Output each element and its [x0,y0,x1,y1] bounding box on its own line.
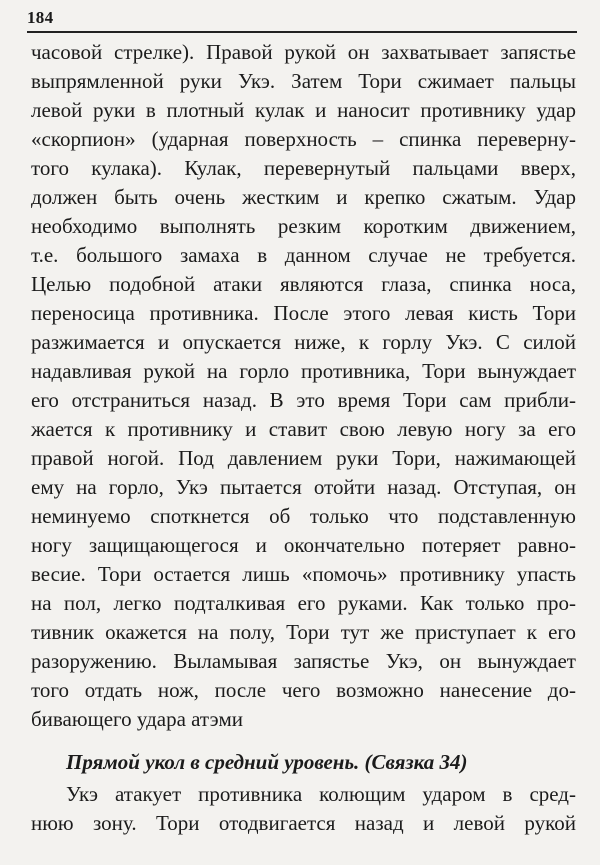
body-line: надавливая рукой на горло противника, Тори вынуждает [31,359,576,383]
body-line: бивающего удара атэми [31,707,243,731]
body-line: ногу защищающегося и окончательно потеряет равно- [31,533,576,557]
body-line: «скорпион» (ударная поверхность – спинка переверну- [31,127,576,151]
body-line: должен быть очень жестким и крепко сжатым. Удар [31,185,576,209]
body-line: нюю зону. Тори отодвигается назад и левой рукой [31,811,576,835]
body-line: выпрямленной руки Укэ. Затем Тори сжимает пальцы [31,69,576,93]
body-line: необходимо выполнять резким коротким движением, [31,214,576,238]
body-line: правой ногой. Под давлением руки Тори, нажимающей [31,446,576,470]
body-line: того отдать нож, после чего возможно нанесение до- [31,678,576,702]
body-line: жается к противнику и ставит свою левую ногу за его [31,417,576,441]
body-line: тивник окажется на полу, Тори тут же приступает к его [31,620,576,644]
body-line: ему на горло, Укэ пытается отойти назад. Отступая, он [31,475,576,499]
body-line: на пол, легко подталкивая его руками. Как только про- [31,591,576,615]
body-line: того кулака). Кулак, перевернутый пальцами вверх, [31,156,576,180]
header-rule [27,31,577,33]
body-line: его отстраниться назад. В это время Тори сам прибли- [31,388,576,412]
page-number: 184 [27,8,54,27]
section-heading: Прямой укол в средний уровень. (Связка 34) [66,750,468,774]
body-line: часовой стрелке). Правой рукой он захватывает запястье [31,40,576,64]
body-line: Целью подобной атаки являются глаза, спинка носа, [31,272,576,296]
body-line: Укэ атакует противника колющим ударом в сред- [66,782,576,806]
body-line: переносица противника. После этого левая кисть Тори [31,301,576,325]
body-line: разжимается и опускается ниже, к горлу Укэ. С силой [31,330,576,354]
body-line: т.е. большого замаха в данном случае не требуется. [31,243,576,267]
body-line: неминуемо споткнется об только что подставленную [31,504,576,528]
body-line: весие. Тори остается лишь «помочь» противнику упасть [31,562,576,586]
body-line: левой руки в плотный кулак и наносит противнику удар [31,98,576,122]
body-line: разоружению. Выламывая запястье Укэ, он вынуждает [31,649,576,673]
